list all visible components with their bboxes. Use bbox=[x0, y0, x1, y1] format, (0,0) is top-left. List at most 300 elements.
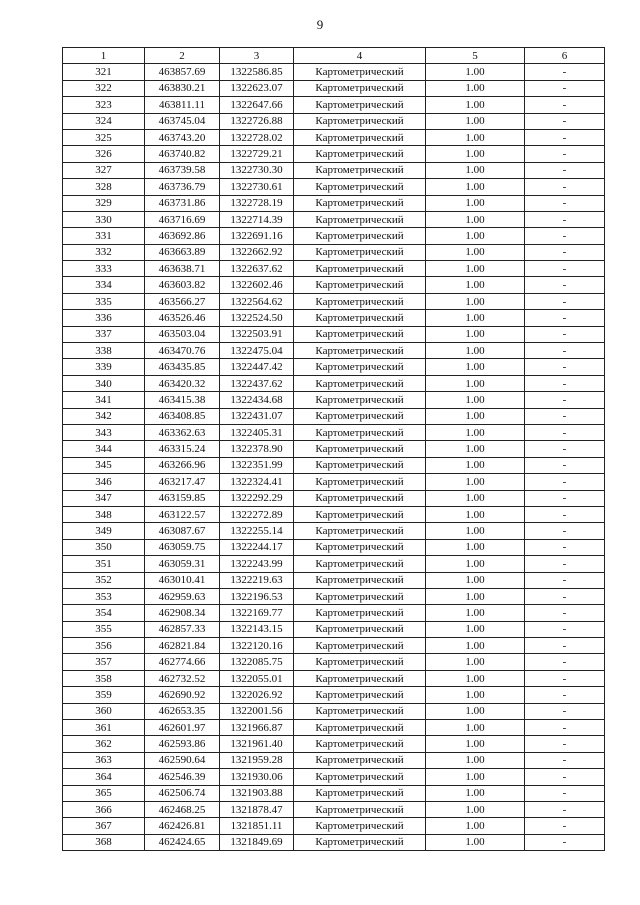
point-number-cell: 357 bbox=[63, 654, 145, 670]
y-coordinate-cell: 1322434.68 bbox=[220, 392, 294, 408]
x-coordinate-cell: 463526.46 bbox=[145, 310, 220, 326]
table-row bbox=[63, 179, 605, 195]
method-cell: Картометрический bbox=[294, 80, 426, 96]
table-row bbox=[63, 162, 605, 178]
method-cell: Картометрический bbox=[294, 703, 426, 719]
x-coordinate-cell: 463435.85 bbox=[145, 359, 220, 375]
table-row bbox=[63, 801, 605, 817]
accuracy-cell: 1.00 bbox=[426, 801, 525, 817]
accuracy-cell: 1.00 bbox=[426, 244, 525, 260]
x-coordinate-cell: 463692.86 bbox=[145, 228, 220, 244]
method-cell: Картометрический bbox=[294, 293, 426, 309]
y-coordinate-cell: 1322647.66 bbox=[220, 97, 294, 113]
accuracy-cell: 1.00 bbox=[426, 179, 525, 195]
method-cell: Картометрический bbox=[294, 801, 426, 817]
note-cell: - bbox=[525, 326, 605, 342]
table-row bbox=[63, 97, 605, 113]
note-cell: - bbox=[525, 441, 605, 457]
table-row bbox=[63, 129, 605, 145]
note-cell: - bbox=[525, 113, 605, 129]
table-row bbox=[63, 326, 605, 342]
x-coordinate-cell: 462593.86 bbox=[145, 736, 220, 752]
note-cell: - bbox=[525, 97, 605, 113]
note-cell: - bbox=[525, 785, 605, 801]
point-number-cell: 355 bbox=[63, 621, 145, 637]
method-cell: Картометрический bbox=[294, 441, 426, 457]
y-coordinate-cell: 1322662.92 bbox=[220, 244, 294, 260]
method-cell: Картометрический bbox=[294, 736, 426, 752]
point-number-cell: 367 bbox=[63, 818, 145, 834]
note-cell: - bbox=[525, 670, 605, 686]
note-cell: - bbox=[525, 392, 605, 408]
note-cell: - bbox=[525, 343, 605, 359]
x-coordinate-cell: 463217.47 bbox=[145, 474, 220, 490]
note-cell: - bbox=[525, 818, 605, 834]
point-number-cell: 347 bbox=[63, 490, 145, 506]
table-row bbox=[63, 572, 605, 588]
point-number-cell: 351 bbox=[63, 556, 145, 572]
method-cell: Картометрический bbox=[294, 179, 426, 195]
table-row bbox=[63, 244, 605, 260]
point-number-cell: 341 bbox=[63, 392, 145, 408]
method-cell: Картометрический bbox=[294, 244, 426, 260]
column-header-2: 2 bbox=[145, 48, 220, 64]
x-coordinate-cell: 462821.84 bbox=[145, 638, 220, 654]
x-coordinate-cell: 462908.34 bbox=[145, 605, 220, 621]
x-coordinate-cell: 463362.63 bbox=[145, 424, 220, 440]
point-number-cell: 345 bbox=[63, 457, 145, 473]
x-coordinate-cell: 463159.85 bbox=[145, 490, 220, 506]
x-coordinate-cell: 462732.52 bbox=[145, 670, 220, 686]
x-coordinate-cell: 463010.41 bbox=[145, 572, 220, 588]
note-cell: - bbox=[525, 424, 605, 440]
accuracy-cell: 1.00 bbox=[426, 752, 525, 768]
table-row bbox=[63, 424, 605, 440]
y-coordinate-cell: 1322691.16 bbox=[220, 228, 294, 244]
accuracy-cell: 1.00 bbox=[426, 670, 525, 686]
y-coordinate-cell: 1322447.42 bbox=[220, 359, 294, 375]
x-coordinate-cell: 463830.21 bbox=[145, 80, 220, 96]
point-number-cell: 348 bbox=[63, 506, 145, 522]
x-coordinate-cell: 463745.04 bbox=[145, 113, 220, 129]
note-cell: - bbox=[525, 310, 605, 326]
method-cell: Картометрический bbox=[294, 424, 426, 440]
point-number-cell: 328 bbox=[63, 179, 145, 195]
note-cell: - bbox=[525, 129, 605, 145]
table-row bbox=[63, 834, 605, 850]
column-header-5: 5 bbox=[426, 48, 525, 64]
y-coordinate-cell: 1322243.99 bbox=[220, 556, 294, 572]
coordinates-table bbox=[62, 47, 605, 851]
y-coordinate-cell: 1321966.87 bbox=[220, 720, 294, 736]
x-coordinate-cell: 463122.57 bbox=[145, 506, 220, 522]
y-coordinate-cell: 1322729.21 bbox=[220, 146, 294, 162]
accuracy-cell: 1.00 bbox=[426, 129, 525, 145]
x-coordinate-cell: 462424.65 bbox=[145, 834, 220, 850]
y-coordinate-cell: 1322026.92 bbox=[220, 687, 294, 703]
accuracy-cell: 1.00 bbox=[426, 654, 525, 670]
method-cell: Картометрический bbox=[294, 228, 426, 244]
y-coordinate-cell: 1322431.07 bbox=[220, 408, 294, 424]
y-coordinate-cell: 1322586.85 bbox=[220, 64, 294, 80]
method-cell: Картометрический bbox=[294, 670, 426, 686]
table-row bbox=[63, 359, 605, 375]
method-cell: Картометрический bbox=[294, 474, 426, 490]
method-cell: Картометрический bbox=[294, 408, 426, 424]
point-number-cell: 338 bbox=[63, 343, 145, 359]
x-coordinate-cell: 463315.24 bbox=[145, 441, 220, 457]
x-coordinate-cell: 463408.85 bbox=[145, 408, 220, 424]
point-number-cell: 352 bbox=[63, 572, 145, 588]
point-number-cell: 353 bbox=[63, 588, 145, 604]
accuracy-cell: 1.00 bbox=[426, 605, 525, 621]
y-coordinate-cell: 1322728.02 bbox=[220, 129, 294, 145]
point-number-cell: 332 bbox=[63, 244, 145, 260]
point-number-cell: 331 bbox=[63, 228, 145, 244]
note-cell: - bbox=[525, 228, 605, 244]
note-cell: - bbox=[525, 769, 605, 785]
method-cell: Картометрический bbox=[294, 638, 426, 654]
point-number-cell: 359 bbox=[63, 687, 145, 703]
table-row bbox=[63, 621, 605, 637]
y-coordinate-cell: 1322378.90 bbox=[220, 441, 294, 457]
y-coordinate-cell: 1322728.19 bbox=[220, 195, 294, 211]
note-cell: - bbox=[525, 244, 605, 260]
y-coordinate-cell: 1322730.61 bbox=[220, 179, 294, 195]
table-row bbox=[63, 343, 605, 359]
table-row bbox=[63, 64, 605, 80]
note-cell: - bbox=[525, 474, 605, 490]
method-cell: Картометрический bbox=[294, 523, 426, 539]
x-coordinate-cell: 463663.89 bbox=[145, 244, 220, 260]
point-number-cell: 349 bbox=[63, 523, 145, 539]
point-number-cell: 361 bbox=[63, 720, 145, 736]
method-cell: Картометрический bbox=[294, 769, 426, 785]
method-cell: Картометрический bbox=[294, 785, 426, 801]
x-coordinate-cell: 463059.31 bbox=[145, 556, 220, 572]
point-number-cell: 325 bbox=[63, 129, 145, 145]
x-coordinate-cell: 463059.75 bbox=[145, 539, 220, 555]
y-coordinate-cell: 1322637.62 bbox=[220, 261, 294, 277]
accuracy-cell: 1.00 bbox=[426, 408, 525, 424]
accuracy-cell: 1.00 bbox=[426, 556, 525, 572]
accuracy-cell: 1.00 bbox=[426, 64, 525, 80]
method-cell: Картометрический bbox=[294, 277, 426, 293]
note-cell: - bbox=[525, 834, 605, 850]
note-cell: - bbox=[525, 457, 605, 473]
note-cell: - bbox=[525, 261, 605, 277]
table-row bbox=[63, 113, 605, 129]
method-cell: Картометрический bbox=[294, 539, 426, 555]
y-coordinate-cell: 1322524.50 bbox=[220, 310, 294, 326]
point-number-cell: 366 bbox=[63, 801, 145, 817]
table-body bbox=[63, 64, 605, 851]
note-cell: - bbox=[525, 146, 605, 162]
method-cell: Картометрический bbox=[294, 326, 426, 342]
note-cell: - bbox=[525, 64, 605, 80]
point-number-cell: 334 bbox=[63, 277, 145, 293]
table-row bbox=[63, 490, 605, 506]
x-coordinate-cell: 462653.35 bbox=[145, 703, 220, 719]
y-coordinate-cell: 1322475.04 bbox=[220, 343, 294, 359]
page-number: 9 bbox=[316, 17, 324, 32]
note-cell: - bbox=[525, 556, 605, 572]
method-cell: Картометрический bbox=[294, 572, 426, 588]
y-coordinate-cell: 1321878.47 bbox=[220, 801, 294, 817]
method-cell: Картометрический bbox=[294, 818, 426, 834]
accuracy-cell: 1.00 bbox=[426, 228, 525, 244]
point-number-cell: 343 bbox=[63, 424, 145, 440]
accuracy-cell: 1.00 bbox=[426, 818, 525, 834]
table-row bbox=[63, 195, 605, 211]
note-cell: - bbox=[525, 523, 605, 539]
y-coordinate-cell: 1322726.88 bbox=[220, 113, 294, 129]
y-coordinate-cell: 1322503.91 bbox=[220, 326, 294, 342]
y-coordinate-cell: 1322244.17 bbox=[220, 539, 294, 555]
point-number-cell: 360 bbox=[63, 703, 145, 719]
table-row bbox=[63, 785, 605, 801]
accuracy-cell: 1.00 bbox=[426, 834, 525, 850]
method-cell: Картометрический bbox=[294, 457, 426, 473]
table-row bbox=[63, 687, 605, 703]
accuracy-cell: 1.00 bbox=[426, 474, 525, 490]
x-coordinate-cell: 462601.97 bbox=[145, 720, 220, 736]
x-coordinate-cell: 463603.82 bbox=[145, 277, 220, 293]
x-coordinate-cell: 463266.96 bbox=[145, 457, 220, 473]
point-number-cell: 330 bbox=[63, 211, 145, 227]
note-cell: - bbox=[525, 736, 605, 752]
point-number-cell: 362 bbox=[63, 736, 145, 752]
column-header-6: 6 bbox=[525, 48, 605, 64]
column-header-4: 4 bbox=[294, 48, 426, 64]
accuracy-cell: 1.00 bbox=[426, 310, 525, 326]
accuracy-cell: 1.00 bbox=[426, 113, 525, 129]
y-coordinate-cell: 1322405.31 bbox=[220, 424, 294, 440]
accuracy-cell: 1.00 bbox=[426, 506, 525, 522]
accuracy-cell: 1.00 bbox=[426, 687, 525, 703]
y-coordinate-cell: 1321851.11 bbox=[220, 818, 294, 834]
method-cell: Картометрический bbox=[294, 97, 426, 113]
point-number-cell: 363 bbox=[63, 752, 145, 768]
accuracy-cell: 1.00 bbox=[426, 146, 525, 162]
table-row bbox=[63, 769, 605, 785]
method-cell: Картометрический bbox=[294, 506, 426, 522]
method-cell: Картометрический bbox=[294, 720, 426, 736]
point-number-cell: 323 bbox=[63, 97, 145, 113]
point-number-cell: 322 bbox=[63, 80, 145, 96]
table-row bbox=[63, 523, 605, 539]
accuracy-cell: 1.00 bbox=[426, 343, 525, 359]
note-cell: - bbox=[525, 80, 605, 96]
accuracy-cell: 1.00 bbox=[426, 277, 525, 293]
y-coordinate-cell: 1322055.01 bbox=[220, 670, 294, 686]
accuracy-cell: 1.00 bbox=[426, 162, 525, 178]
note-cell: - bbox=[525, 654, 605, 670]
x-coordinate-cell: 463420.32 bbox=[145, 375, 220, 391]
note-cell: - bbox=[525, 621, 605, 637]
method-cell: Картометрический bbox=[294, 375, 426, 391]
accuracy-cell: 1.00 bbox=[426, 195, 525, 211]
accuracy-cell: 1.00 bbox=[426, 769, 525, 785]
table-row bbox=[63, 310, 605, 326]
y-coordinate-cell: 1322143.15 bbox=[220, 621, 294, 637]
y-coordinate-cell: 1322351.99 bbox=[220, 457, 294, 473]
x-coordinate-cell: 463638.71 bbox=[145, 261, 220, 277]
note-cell: - bbox=[525, 490, 605, 506]
point-number-cell: 364 bbox=[63, 769, 145, 785]
accuracy-cell: 1.00 bbox=[426, 441, 525, 457]
method-cell: Картометрический bbox=[294, 310, 426, 326]
accuracy-cell: 1.00 bbox=[426, 261, 525, 277]
table-row bbox=[63, 818, 605, 834]
y-coordinate-cell: 1322564.62 bbox=[220, 293, 294, 309]
note-cell: - bbox=[525, 605, 605, 621]
table-row bbox=[63, 654, 605, 670]
y-coordinate-cell: 1322085.75 bbox=[220, 654, 294, 670]
point-number-cell: 358 bbox=[63, 670, 145, 686]
note-cell: - bbox=[525, 687, 605, 703]
method-cell: Картометрический bbox=[294, 834, 426, 850]
method-cell: Картометрический bbox=[294, 211, 426, 227]
y-coordinate-cell: 1322169.77 bbox=[220, 605, 294, 621]
point-number-cell: 329 bbox=[63, 195, 145, 211]
method-cell: Картометрический bbox=[294, 621, 426, 637]
table-row bbox=[63, 474, 605, 490]
accuracy-cell: 1.00 bbox=[426, 588, 525, 604]
point-number-cell: 350 bbox=[63, 539, 145, 555]
x-coordinate-cell: 462590.64 bbox=[145, 752, 220, 768]
table-row bbox=[63, 261, 605, 277]
y-coordinate-cell: 1322437.62 bbox=[220, 375, 294, 391]
table-row bbox=[63, 556, 605, 572]
header-row bbox=[63, 48, 605, 64]
accuracy-cell: 1.00 bbox=[426, 97, 525, 113]
method-cell: Картометрический bbox=[294, 113, 426, 129]
table-row bbox=[63, 605, 605, 621]
method-cell: Картометрический bbox=[294, 687, 426, 703]
accuracy-cell: 1.00 bbox=[426, 80, 525, 96]
accuracy-cell: 1.00 bbox=[426, 736, 525, 752]
note-cell: - bbox=[525, 720, 605, 736]
accuracy-cell: 1.00 bbox=[426, 490, 525, 506]
note-cell: - bbox=[525, 195, 605, 211]
x-coordinate-cell: 463415.38 bbox=[145, 392, 220, 408]
note-cell: - bbox=[525, 277, 605, 293]
point-number-cell: 335 bbox=[63, 293, 145, 309]
method-cell: Картометрический bbox=[294, 64, 426, 80]
point-number-cell: 324 bbox=[63, 113, 145, 129]
y-coordinate-cell: 1322196.53 bbox=[220, 588, 294, 604]
point-number-cell: 326 bbox=[63, 146, 145, 162]
accuracy-cell: 1.00 bbox=[426, 211, 525, 227]
y-coordinate-cell: 1322272.89 bbox=[220, 506, 294, 522]
point-number-cell: 337 bbox=[63, 326, 145, 342]
table-row bbox=[63, 506, 605, 522]
note-cell: - bbox=[525, 162, 605, 178]
column-header-3: 3 bbox=[220, 48, 294, 64]
x-coordinate-cell: 463716.69 bbox=[145, 211, 220, 227]
y-coordinate-cell: 1322255.14 bbox=[220, 523, 294, 539]
note-cell: - bbox=[525, 801, 605, 817]
table-row bbox=[63, 539, 605, 555]
y-coordinate-cell: 1322324.41 bbox=[220, 474, 294, 490]
point-number-cell: 368 bbox=[63, 834, 145, 850]
point-number-cell: 344 bbox=[63, 441, 145, 457]
method-cell: Картометрический bbox=[294, 343, 426, 359]
y-coordinate-cell: 1322730.30 bbox=[220, 162, 294, 178]
method-cell: Картометрический bbox=[294, 490, 426, 506]
y-coordinate-cell: 1322623.07 bbox=[220, 80, 294, 96]
accuracy-cell: 1.00 bbox=[426, 326, 525, 342]
x-coordinate-cell: 463739.58 bbox=[145, 162, 220, 178]
accuracy-cell: 1.00 bbox=[426, 375, 525, 391]
table-row bbox=[63, 441, 605, 457]
accuracy-cell: 1.00 bbox=[426, 621, 525, 637]
table-row bbox=[63, 720, 605, 736]
point-number-cell: 356 bbox=[63, 638, 145, 654]
x-coordinate-cell: 463743.20 bbox=[145, 129, 220, 145]
note-cell: - bbox=[525, 638, 605, 654]
x-coordinate-cell: 463740.82 bbox=[145, 146, 220, 162]
table-header bbox=[63, 48, 605, 64]
accuracy-cell: 1.00 bbox=[426, 424, 525, 440]
point-number-cell: 339 bbox=[63, 359, 145, 375]
method-cell: Картометрический bbox=[294, 195, 426, 211]
note-cell: - bbox=[525, 572, 605, 588]
point-number-cell: 336 bbox=[63, 310, 145, 326]
method-cell: Картометрический bbox=[294, 359, 426, 375]
note-cell: - bbox=[525, 359, 605, 375]
x-coordinate-cell: 463470.76 bbox=[145, 343, 220, 359]
y-coordinate-cell: 1321903.88 bbox=[220, 785, 294, 801]
method-cell: Картометрический bbox=[294, 752, 426, 768]
table-row bbox=[63, 736, 605, 752]
x-coordinate-cell: 463736.79 bbox=[145, 179, 220, 195]
point-number-cell: 342 bbox=[63, 408, 145, 424]
x-coordinate-cell: 462690.92 bbox=[145, 687, 220, 703]
table-row bbox=[63, 703, 605, 719]
note-cell: - bbox=[525, 752, 605, 768]
accuracy-cell: 1.00 bbox=[426, 457, 525, 473]
note-cell: - bbox=[525, 293, 605, 309]
accuracy-cell: 1.00 bbox=[426, 392, 525, 408]
x-coordinate-cell: 463503.04 bbox=[145, 326, 220, 342]
x-coordinate-cell: 462774.66 bbox=[145, 654, 220, 670]
table-row bbox=[63, 752, 605, 768]
x-coordinate-cell: 463811.11 bbox=[145, 97, 220, 113]
note-cell: - bbox=[525, 375, 605, 391]
accuracy-cell: 1.00 bbox=[426, 293, 525, 309]
table-row bbox=[63, 638, 605, 654]
y-coordinate-cell: 1322001.56 bbox=[220, 703, 294, 719]
point-number-cell: 327 bbox=[63, 162, 145, 178]
point-number-cell: 365 bbox=[63, 785, 145, 801]
note-cell: - bbox=[525, 179, 605, 195]
note-cell: - bbox=[525, 408, 605, 424]
y-coordinate-cell: 1321961.40 bbox=[220, 736, 294, 752]
table-row bbox=[63, 277, 605, 293]
y-coordinate-cell: 1322219.63 bbox=[220, 572, 294, 588]
point-number-cell: 321 bbox=[63, 64, 145, 80]
x-coordinate-cell: 462959.63 bbox=[145, 588, 220, 604]
note-cell: - bbox=[525, 539, 605, 555]
x-coordinate-cell: 462857.33 bbox=[145, 621, 220, 637]
x-coordinate-cell: 463857.69 bbox=[145, 64, 220, 80]
method-cell: Картометрический bbox=[294, 261, 426, 277]
table-row bbox=[63, 392, 605, 408]
x-coordinate-cell: 463566.27 bbox=[145, 293, 220, 309]
method-cell: Картометрический bbox=[294, 129, 426, 145]
